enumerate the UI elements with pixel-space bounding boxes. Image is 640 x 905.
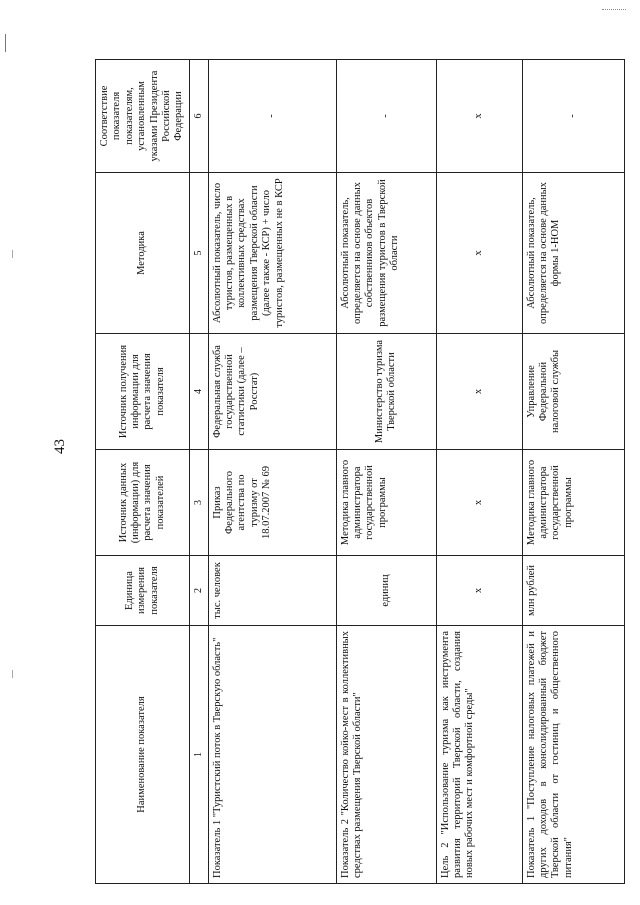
header-cell: Источник данных (информации) для расчета значения показателей xyxy=(96,450,190,556)
table-row xyxy=(336,60,436,884)
indicator-data-source: Методика главного администратора государственной программы xyxy=(336,450,436,556)
column-number: 1 xyxy=(189,626,208,884)
column-number: 5 xyxy=(189,173,208,334)
column-number: 4 xyxy=(189,334,208,450)
goal-compliance: х xyxy=(436,60,522,173)
indicators-table xyxy=(95,59,625,884)
header-cell: Методика xyxy=(96,173,190,334)
goal-data-source: х xyxy=(436,450,522,556)
table-row xyxy=(522,60,624,884)
indicator-method: Абсолютный показатель, число туристов, размещенных в коллективных средствах размещения Тверской области (далее также - КСР) + число туристов, размещенных не в КСР xyxy=(208,173,336,334)
goal-unit: х xyxy=(436,556,522,626)
header-cell: Соответствие показателя показателям, установленным указами Президента Российской Федерации xyxy=(96,60,190,173)
table-row xyxy=(208,60,336,884)
scan-dash xyxy=(12,670,13,678)
indicator-compliance: - xyxy=(522,60,624,173)
indicator-unit: единиц xyxy=(336,556,436,626)
column-number: 2 xyxy=(189,556,208,626)
page-number: 43 xyxy=(52,439,68,454)
indicator-unit: млн рублей xyxy=(522,556,624,626)
column-number: 6 xyxy=(189,60,208,173)
table-row xyxy=(436,60,522,884)
header-cell: Наименование показателя xyxy=(96,626,190,884)
scan-dash xyxy=(12,250,13,258)
indicator-name: Показатель 2 "Количество койко-мест в коллективных средствах размещения Тверской области" xyxy=(336,626,436,884)
goal-name: Цель 2 "Использование туризма как инструмента развития территорий Тверской области, создания новых рабочих мест и комфортной среды" xyxy=(436,626,522,884)
column-number-row xyxy=(189,60,208,884)
indicator-info-source: Федеральная служба государственной статистики (далее – Росстат) xyxy=(208,334,336,450)
indicator-data-source: Методика главного администратора государственной программы xyxy=(522,450,624,556)
indicator-name: Показатель 1 "Поступление налоговых платежей и других доходов в консолидированный бюджет Тверской области от гостиниц и общественного питания" xyxy=(522,626,624,884)
indicator-info-source: Управление Федеральной налоговой службы xyxy=(522,334,624,450)
scan-edge-mark xyxy=(5,34,6,52)
column-number: 3 xyxy=(189,450,208,556)
scan-edge-mark xyxy=(602,9,626,11)
goal-info-source: х xyxy=(436,334,522,450)
rotated-table-container xyxy=(95,60,625,884)
indicator-method: Абсолютный показатель, определяется на основе данных собственников объектов размещения туристов в Тверской области xyxy=(336,173,436,334)
table-header-row xyxy=(96,60,190,884)
indicator-info-source: Министерство туризма Тверской области xyxy=(336,334,436,450)
indicator-data-source: Приказ Федерального агентства по туризму от 18.07.2007 № 69 xyxy=(208,450,336,556)
header-cell: Единица измерения показателя xyxy=(96,556,190,626)
indicator-unit: тыс. человек xyxy=(208,556,336,626)
header-cell: Источник получения информации для расчета значения показателя xyxy=(96,334,190,450)
indicator-name: Показатель 1 "Туристский поток в Тверскую область" xyxy=(208,626,336,884)
indicator-method: Абсолютный показатель, определяется на основе данных формы 1-НОМ xyxy=(522,173,624,334)
indicator-compliance: - xyxy=(336,60,436,173)
indicator-compliance: - xyxy=(208,60,336,173)
goal-method: х xyxy=(436,173,522,334)
